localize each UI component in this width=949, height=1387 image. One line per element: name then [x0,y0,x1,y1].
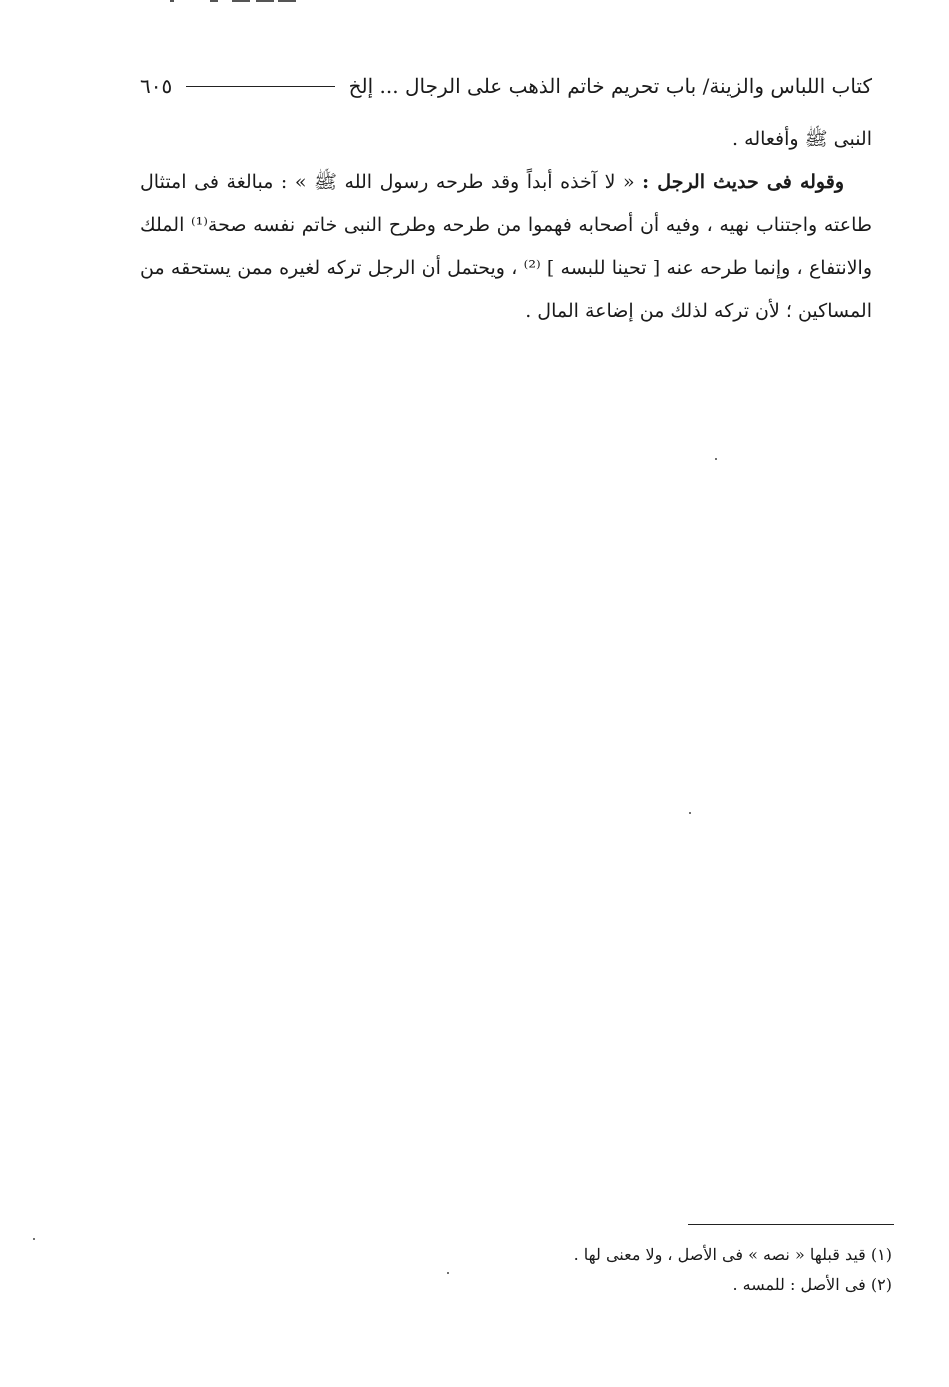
scan-speck [33,1238,35,1240]
paragraph-2-text: « لا آخذه أبداً وقد طرحه رسول الله ﷺ » : مبالغة فى امتثال طاعته واجتناب نهيه ، وفيه أن أصحابه فهموا من طرحه وطرح النبى خاتم نفسه صحة⁽¹⁾ الملك والانتفاع ، وإنما طرحه عنه [ تحينا للبسه ] ⁽²⁾ ، ويحتمل أن الرجل تركه لغيره ممن يستحقه من المساكين ؛ لأن تركه لذلك من إضاعة المال . [140,171,873,322]
main-text [140,118,872,333]
footnote-1: (١) قيد قبلها « نصه » فى الأصل ، ولا معنى لها . [573,1245,892,1264]
scan-speck [447,1272,449,1274]
paragraph-2-lead: وقوله فى حديث الرجل : [642,171,844,193]
footnote-2: (٢) فى الأصل : للمسه . [732,1275,892,1294]
paragraph-1: النبى ﷺ وأفعاله . [732,128,872,150]
footnote-separator [688,1224,894,1225]
footnotes [380,1240,892,1300]
scan-speck [689,812,691,814]
paragraph-2 [140,161,872,333]
header-rule [186,86,334,87]
scan-speck [715,458,717,460]
running-header [140,68,872,104]
top-scan-marks [170,0,300,4]
page-number: ٦٠٥ [140,74,173,98]
running-title: كتاب اللباس والزينة/ باب تحريم خاتم الذهب على الرجال ... إلخ [348,74,872,98]
